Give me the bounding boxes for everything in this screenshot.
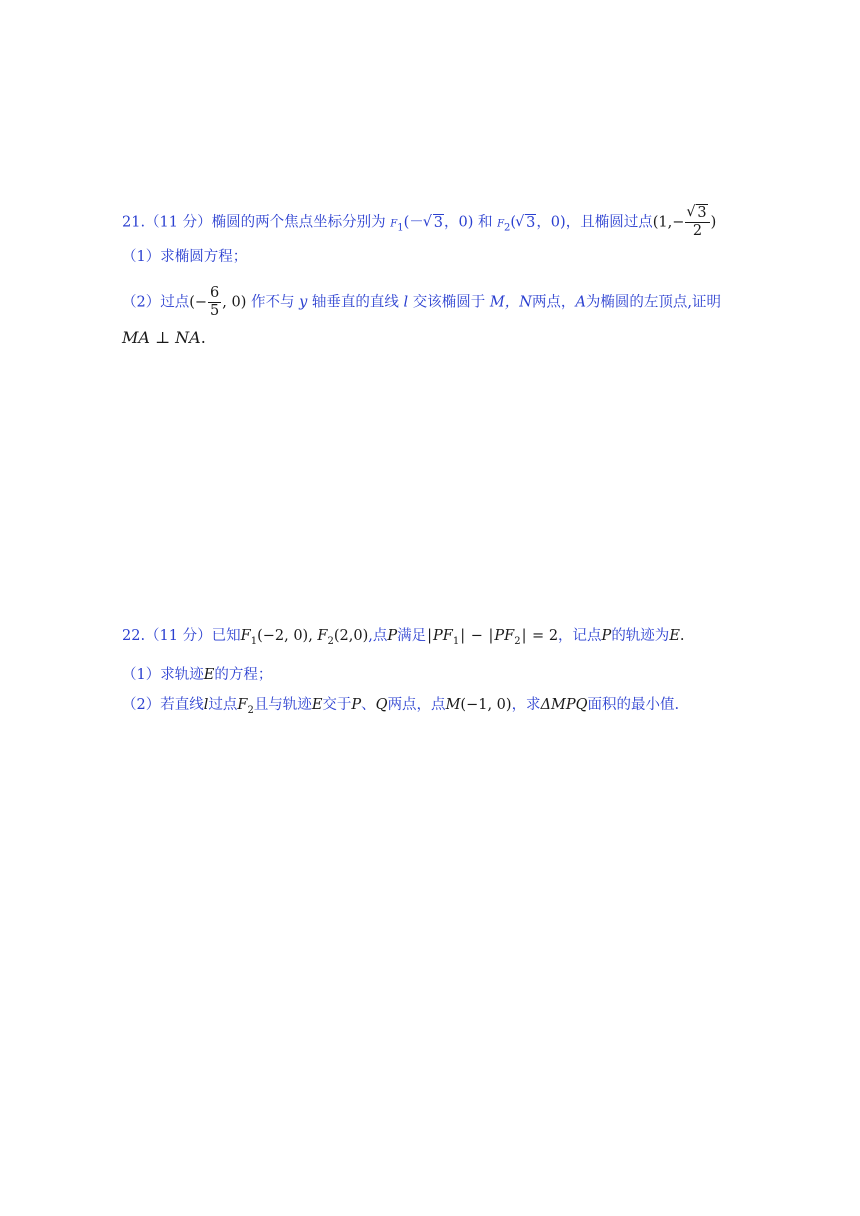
q22-part2-F: F: [237, 697, 248, 713]
q22-part2-Q: Q: [375, 697, 388, 713]
q21-part2-A: A: [575, 294, 586, 311]
q22-eq: = 2: [527, 628, 559, 644]
q21-part2-d: 两点，: [531, 294, 576, 311]
q21-f1-radicand: 3: [433, 214, 443, 231]
q22-part1-a: （1）求轨迹: [122, 667, 204, 683]
q22-abs1-bar-left: |: [427, 628, 432, 644]
q22-part2-tri: ΔMPQ: [540, 697, 588, 713]
q21-part2-mn: M，N: [489, 294, 532, 311]
q21-conclusion-end: .: [200, 328, 206, 347]
q22-part2-l: l: [203, 697, 209, 713]
q22-abs2-bar-right: |: [521, 628, 527, 644]
q22-part2-f: 两点，点: [387, 697, 446, 713]
q21-point-den: 2: [692, 223, 703, 239]
q22-part2-e: 、: [361, 697, 376, 713]
q21-conclusion-text: MA ⊥ NA: [122, 328, 201, 347]
q21-part1: [122, 247, 247, 267]
q21-conclusion: [122, 328, 206, 348]
q22-f1-sub: 1: [250, 636, 258, 647]
q21-f2-label: F: [497, 218, 505, 230]
q22-part2-a: （2）若直线: [122, 697, 204, 713]
q22-part2-F-sub: 2: [247, 705, 254, 716]
q21-f1-close: ，0): [443, 214, 474, 231]
q22-P: P: [387, 628, 398, 644]
q22-part2-c: 且与轨迹: [253, 697, 312, 713]
q22-part1-b: 的方程；: [214, 667, 273, 683]
q22-stem-prefix: 22.（11 分）已知: [122, 628, 241, 644]
q21-p2-fraction: [208, 285, 221, 320]
q22-abs1-bar-right: |: [460, 628, 466, 644]
q22-stem: [122, 626, 685, 652]
q22-part1: [122, 665, 272, 685]
q21-f1-sqrt: [424, 213, 444, 233]
q22-mid-b: 满足: [397, 628, 427, 644]
q22-part2-Mcoord: (−1, 0): [460, 697, 512, 713]
q22-f2-label: F: [317, 628, 328, 644]
q22-part2-E: E: [311, 697, 323, 713]
q22-mid-d: 的轨迹为: [611, 628, 670, 644]
q22-mid-c: ，记点: [558, 628, 602, 644]
q22-f2-sub: 2: [327, 636, 334, 647]
q21-p2-num: 6: [210, 285, 220, 301]
q22-mid-a: ,点: [368, 628, 388, 644]
q22-P2: P: [601, 628, 612, 644]
q21-f2-open: (: [510, 214, 517, 231]
q21-p2-open: (−: [189, 294, 208, 311]
q21-f1-label: F: [390, 218, 398, 230]
q22-minus: −: [466, 628, 488, 644]
q22-f1-coord: (−2, 0): [257, 628, 309, 644]
q22-sep: ,: [308, 628, 318, 644]
q22-abs1-sub: 1: [452, 636, 460, 647]
q22-abs2: PF: [494, 628, 515, 644]
q22-f2-coord: (2,0): [333, 628, 369, 644]
q21-point-close: ): [710, 214, 717, 231]
q21-point-fraction: [685, 205, 709, 240]
q22-part2: [122, 695, 679, 721]
q21-f1-open: (－: [403, 214, 424, 231]
q21-and: 和: [473, 214, 498, 231]
q21-part2-a: 作不与: [246, 294, 300, 311]
q21-f1-sub: 1: [397, 222, 404, 234]
q21-f2-close: ，0): [536, 214, 566, 231]
q22-end: .: [679, 628, 685, 644]
q22-part1-E: E: [203, 667, 215, 683]
q21-f2-radicand: 3: [526, 214, 536, 231]
q21-f2-sqrt: [516, 213, 536, 233]
q21-p2-close: , 0): [222, 294, 247, 311]
q21-point-sqrt: [687, 205, 707, 222]
q22-abs2-bar-left: |: [488, 628, 494, 644]
q21-part1-text: （1）求椭圆方程；: [122, 249, 248, 265]
q21-part2-b: 轴垂直的直线: [307, 294, 404, 311]
q21-part2-l: l: [403, 294, 409, 311]
q21-f2-sub: 2: [504, 222, 511, 234]
q22-part2-h: 面积的最小值.: [587, 697, 680, 713]
q21-part2: [122, 285, 721, 320]
q22-part2-b: 过点: [208, 697, 238, 713]
q22-part2-g: ，求: [511, 697, 541, 713]
q22-E: E: [669, 628, 680, 644]
q21-part2-y: y: [299, 294, 308, 311]
q21-part2-c: 交该椭圆于: [408, 294, 490, 311]
q22-abs2-sub: 2: [514, 636, 521, 647]
q22-part2-P: P: [351, 697, 362, 713]
q22-part2-d: 交于: [322, 697, 352, 713]
q21-p2-den: 5: [210, 303, 220, 319]
q21-stem: [122, 205, 716, 240]
q21-point-radicand: 3: [697, 205, 707, 221]
q22-abs1: PF: [433, 628, 453, 644]
q21-mid: ，且椭圆过点: [565, 214, 653, 231]
q21-part2-e: 为椭圆的左顶点,证明: [585, 294, 722, 311]
q21-part2-prefix: （2）过点: [122, 294, 190, 311]
q22-part2-M: M: [445, 697, 461, 713]
q22-f1-label: F: [240, 628, 251, 644]
q21-point-num: [685, 205, 709, 223]
q21-point-open: (1,−: [652, 214, 685, 231]
q21-stem-prefix: 21.（11 分）椭圆的两个焦点坐标分别为: [122, 214, 391, 231]
